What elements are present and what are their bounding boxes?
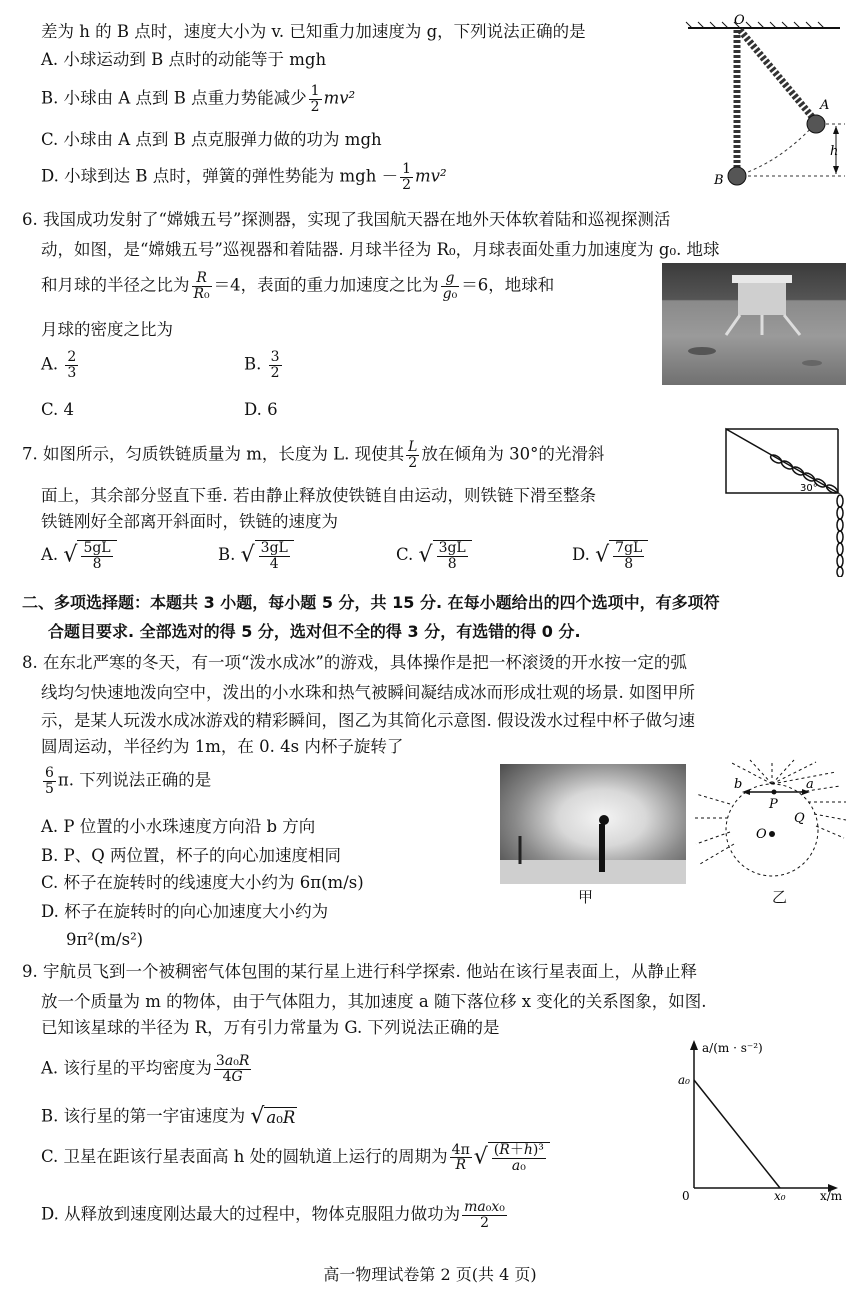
q6-line-3: 和月球的半径之比为 $\frac{R}{\text{R₀}}$ ＝4，表面的重力加速度之比为 $\frac{g}{\text{g₀}}$ ＝6，地球和 [41,270,555,302]
svg-text:x/m: x/m [820,1189,843,1202]
q6-line-1: 6. 我国成功发射了“嫦娥五号”探测器，实现了我国航天器在地外天体软着陆和巡视探测活 [22,210,671,229]
svg-text:B: B [714,173,724,188]
q6-line-2: 动，如图，是“嫦娥五号”巡视器和着陆器. 月球半径为 R₀，月球表面处重力加速度为 g₀. 地球 [41,240,720,259]
q6-line-4: 月球的密度之比为 [41,320,173,339]
q7-chain-incline-figure [720,425,850,577]
section2-heading-line-2: 合题目要求. 全部选对的得 5 分，选对但不全的得 3 分，有选错的得 0 分. [48,622,581,641]
q8-line-2: 线均匀快速地泼向空中，泼出的小水珠和热气被瞬间凝结成冰而形成壮观的场景. 如图甲所 [41,683,695,702]
q8-circular-motion-diagram [690,758,850,888]
q8-option-a: A. P 位置的小水珠速度方向沿 b 方向 [41,817,316,836]
q7-option-d: D. √ $\frac{7gL}{8}$ [572,540,648,571]
q8-line-1: 8. 在东北严寒的冬天，有一项“泼水成冰”的游戏，具体操作是把一杯滚烫的开水按一定的弧 [22,653,687,672]
svg-text:O: O [756,827,767,842]
page-footer: 高一物理试卷第 2 页(共 4 页) [323,1265,537,1284]
q5-option-d: D. 小球到达 B 点时，弹簧的弹性势能为 mgh － $\frac{1}{2}$ mv² [41,161,447,193]
q8-option-c: C. 杯子在旋转时的线速度大小约为 6π(m/s) [41,873,364,892]
q9-option-a: A. 该行星的平均密度为 $\frac{\text{3a₀R}}{4G}$ [41,1053,250,1085]
splash-water-photo [500,764,686,884]
svg-text:O: O [734,13,745,28]
q9-option-c: C. 卫星在距该行星表面高 h 处的圆轨道上运行的周期为 $\frac{4\pi}{R}$ √ $\frac{\text{(R＋h)³}}{\text{a₀}}$ [41,1142,550,1173]
q7-line-1: 7. 如图所示，匀质铁链质量为 m，长度为 L. 现使其 $\frac{L}{2}$ 放在倾角为 30°的光滑斜 [22,439,605,471]
q9-option-d: D. 从释放到速度刚达最大的过程中，物体克服阻力做功为 $\frac{\text{ma₀x₀}}{2}$ [41,1199,505,1231]
svg-text:a₀: a₀ [678,1073,690,1087]
svg-text:b: b [734,777,743,792]
svg-text:x₀: x₀ [774,1189,786,1202]
section2-heading-line-1: 二、多项选择题：本题共 3 小题，每小题 5 分，共 15 分. 在每小题给出的四个选项中，有多项符 [22,593,720,612]
svg-text:Q: Q [794,811,805,826]
q8-option-d: D. 杯子在旋转时的向心加速度大小约为 [41,902,329,921]
q5-stem-tail: 差为 h 的 B 点时，速度大小为 v. 已知重力加速度为 g，下列说法正确的是 [41,22,586,41]
q9-option-b: B. 该行星的第一宇宙速度为 √ a₀R [41,1104,296,1129]
svg-text:h: h [830,144,839,159]
q5-option-c: C. 小球由 A 点到 B 点克服弹力做的功为 mgh [41,130,382,149]
q6-option-b: B. $\frac{3}{2}$ [244,349,280,381]
q8-line-4: 圆周运动，半径约为 1m，在 0. 4s 内杯子旋转了 [41,737,404,756]
q8-option-d-value: 9π²(m/s²) [66,930,144,949]
svg-text:a: a [806,777,814,792]
q7-option-b: B. √ $\frac{3gL}{4}$ [218,540,294,571]
q5-option-a: A. 小球运动到 B 点时的动能等于 mgh [41,50,327,69]
q6-option-d: D. 6 [244,400,278,419]
q7-option-c: C. √ $\frac{3gL}{8}$ [396,540,472,571]
svg-text:30°: 30° [800,483,818,494]
q8-line-5: $\frac{6}{5}$ π. 下列说法正确的是 [45,765,212,797]
q5-option-b: B. 小球由 A 点到 B 点重力势能减少 $\frac{1}{2}$ mv² [41,83,356,115]
q8-line-3: 示，是某人玩泼水成冰游戏的精彩瞬间，图乙为其简化示意图. 假设泼水过程中杯子做匀速 [41,711,695,730]
q9-acceleration-displacement-graph [672,1038,850,1202]
svg-text:a/(m · s⁻²): a/(m · s⁻²) [702,1041,763,1055]
q9-line-3: 已知该星球的半径为 R，万有引力常量为 G. 下列说法正确的是 [41,1018,500,1037]
q8-caption-yi: 乙 [772,888,788,906]
svg-text:P: P [769,797,778,812]
q8-caption-jia: 甲 [578,888,594,906]
q7-option-a: A. √ $\frac{5gL}{8}$ [41,540,117,571]
q5-spring-figure [680,12,852,194]
q6-option-c: C. 4 [41,400,75,419]
svg-text:A: A [820,98,830,113]
q6-option-a: A. $\frac{2}{3}$ [41,349,77,381]
svg-text:0: 0 [682,1189,690,1202]
q9-line-2: 放一个质量为 m 的物体，由于气体阻力，其加速度 a 随下落位移 x 变化的关系图象，如图. [41,992,707,1011]
chang-e-5-photo [662,263,846,385]
q9-line-1: 9. 宇航员飞到一个被稠密气体包围的某行星上进行科学探索. 他站在该行星表面上，从静止释 [22,962,697,981]
q8-option-b: B. P、Q 两位置，杯子的向心加速度相同 [41,846,341,865]
q7-line-3: 铁链刚好全部离开斜面时，铁链的速度为 [41,512,338,531]
q7-line-2: 面上，其余部分竖直下垂. 若由静止释放使铁链自由运动，则铁链下滑至整条 [41,486,596,505]
